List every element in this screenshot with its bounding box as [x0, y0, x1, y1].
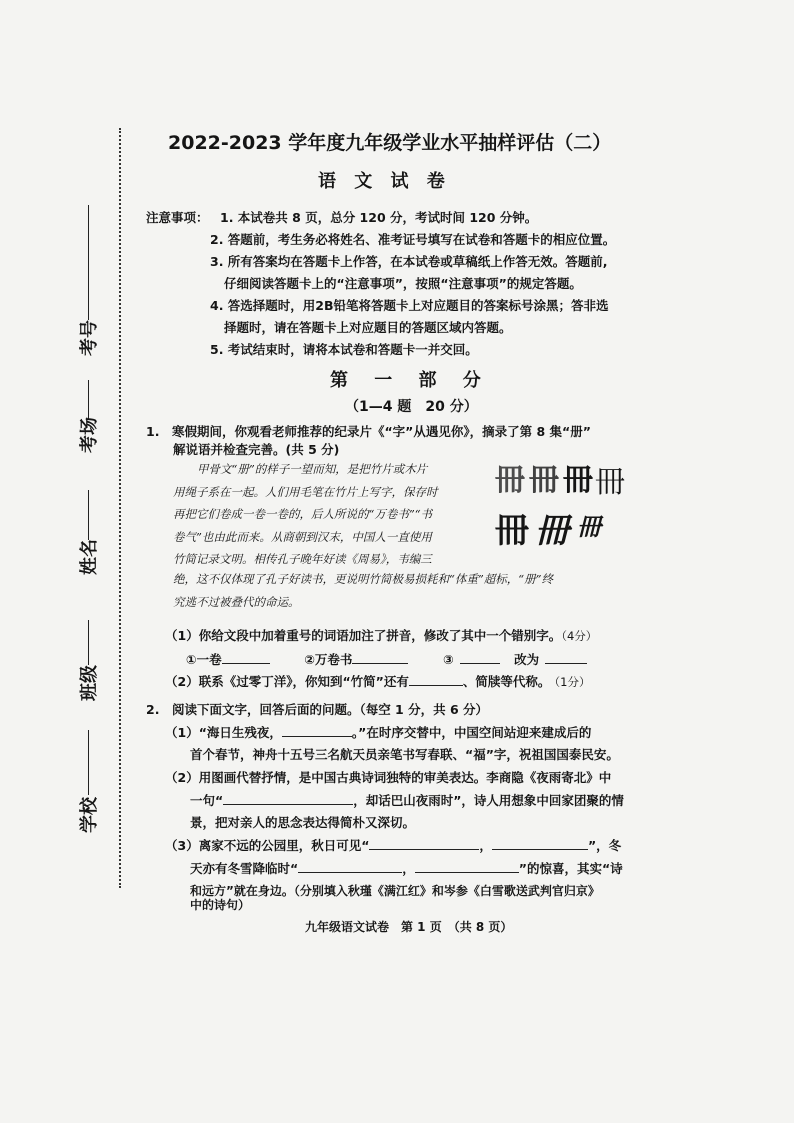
notes-item: 4. 答选择题时，用2B铅笔将答题卡上对应题目的答案标号涂黑；答非选 [210, 298, 609, 313]
passage-line: 用绳子系在一起。人们用毛笔在竹片上写字，保存时 [173, 484, 438, 499]
q1-passage [173, 458, 491, 571]
q1-sub2-score: （1分） [554, 675, 591, 689]
notes-heading: 注意事项： [146, 210, 209, 225]
q2-s3-f: ”的惊喜，其实“诗 [518, 861, 623, 876]
passage-line: 再把它们卷成一卷一卷的，后人所说的“万卷书”“书 [173, 507, 433, 521]
q2-stem: 2. 阅读下面文字，回答后面的问题。（每空 1 分，共 6 分） [146, 702, 488, 717]
q2-s2-line [190, 791, 624, 809]
q2-s3-line [190, 859, 623, 877]
q2-s2-b: 一句“ [190, 793, 224, 808]
q2-s3-c: ”，冬 [587, 838, 622, 853]
poem-blank-1[interactable] [282, 724, 352, 737]
field-name[interactable] [60, 490, 110, 610]
passage-line: 卷气”也由此而来。从商朝到汉末，中国人一直使用 [173, 529, 432, 544]
q1-sub2-text-b: 、简牍等代称。 [462, 674, 551, 689]
notes-item: 3. 所有答案均在答题卡上作答，在本试卷或草稿纸上作答无效。答题前, [210, 254, 608, 269]
q2-s3 [165, 836, 621, 854]
bamboo-alias-blank[interactable] [409, 673, 463, 686]
field-line [88, 490, 89, 540]
field-label: 姓名 [79, 539, 100, 575]
bronze-glyph: 冊 [529, 463, 559, 498]
q2-s1-b: 。”在时序交替中，中国空间站迎来建成后的 [351, 725, 592, 740]
exam-title: 2022-2023 学年度九年级学业水平抽样评估（二） [168, 132, 612, 154]
q2-s1-cont: 首个春节，神舟十五号三名航天员亲笔书写春联、“福”字，祝祖国国泰民安。 [190, 747, 619, 762]
q2-s3-b: ， [479, 838, 492, 853]
notes-item: 仔细阅读答题卡上的“注意事项”，按照“注意事项”的规定答题。 [224, 276, 582, 291]
q2-s3-source: 和远方”就在身边。（分别填入秋瑾《满江红》和岑参《白雪歌送武判官归京》 [190, 884, 600, 898]
blank3-correct-label: 改为 [514, 652, 540, 667]
wrong-char-blank[interactable] [460, 651, 500, 664]
poem-blank-6[interactable] [415, 860, 519, 873]
q1-sub2 [165, 672, 590, 690]
field-school[interactable] [60, 730, 110, 840]
passage-line: 究逃不过被叠代的命运。 [173, 595, 300, 609]
tear-line [119, 128, 121, 888]
q1-stem-cont: 解说语并检查完善。(共 5 分) [173, 442, 340, 457]
q1-sub1-text: （1）你给文段中加着重号的词语加注了拼音，修改了其中一个错别字。 [165, 628, 562, 643]
clerical-glyph: 冊 [595, 465, 625, 500]
field-exam-room[interactable] [60, 380, 110, 480]
correct-char-blank[interactable] [545, 651, 587, 664]
blank2-label: ②万卷书 [304, 652, 353, 667]
field-line [88, 620, 89, 665]
oracle-glyph: 冊 [495, 463, 525, 498]
q2-s1 [165, 723, 591, 741]
q2-s2: （2）用图画代替抒情，是中国古典诗词独特的审美表达。李商隐《夜雨寄北》中 [165, 770, 612, 785]
field-class[interactable] [60, 620, 110, 720]
q1-blanks [186, 650, 587, 668]
q1-stem: 1. 寒假期间，你观看老师推荐的纪录片《“字”从遇见你》，摘录了第 8 集“册” [146, 424, 591, 439]
passage-line: 竹简记录文明。相传孔子晚年好读《周易》，韦编三 [173, 552, 432, 566]
q1-sub1-score: （4分） [561, 629, 598, 643]
cursive-glyph: 冊 [577, 513, 601, 541]
notes-item: 5. 考试结束时，请将本试卷和答题卡一并交回。 [210, 342, 478, 357]
q1-sub2-text: （2）联系《过零丁洋》，你知到“竹简”还有 [165, 674, 409, 689]
field-label: 班级 [79, 665, 100, 701]
field-exam-number[interactable] [60, 205, 110, 375]
q2-s1-a: （1）“海日生残夜， [165, 725, 282, 740]
q1-sub1 [165, 626, 597, 644]
field-line [88, 205, 89, 320]
q2-s3-source-end: 中的诗句） [190, 898, 251, 912]
pinyin-blank-2[interactable] [352, 651, 408, 664]
notes-item: 择题时，请在答题卡上对应题目的答题区域内答题。 [224, 320, 512, 335]
running-glyph: 冊 [535, 511, 569, 551]
pinyin-blank-1[interactable] [222, 651, 270, 664]
q2-s2-c: ，却话巴山夜雨时”，诗人用想象中回家团聚的情 [353, 793, 624, 808]
notes-item: 2. 答题前，考生务必将姓名、准考证号填写在试卷和答题卡的相应位置。 [210, 232, 616, 247]
passage-line: 甲骨文“册”的样子一望而知，是把竹片或木片 [197, 462, 428, 476]
q2-s3-a: （3）离家不远的公园里，秋日可见“ [165, 838, 370, 853]
passage-line: 绝，这不仅体现了孔子好读书，更说明竹简极易损耗和“体重”超标，“册”终 [173, 572, 554, 586]
field-label: 学校 [79, 797, 100, 833]
q2-s2-cont: 景，把对亲人的思念表达得简朴又深切。 [190, 815, 416, 830]
poem-blank-3[interactable] [369, 837, 479, 850]
ce-character-evolution-image [495, 455, 625, 551]
field-label: 考号 [79, 320, 100, 356]
field-label: 考场 [79, 417, 100, 453]
field-line [88, 380, 89, 420]
q2-s3-e: ， [402, 861, 415, 876]
seal-glyph: 冊 [563, 463, 593, 498]
exam-subtitle: 语 文 试 卷 [318, 171, 451, 192]
poem-blank-5[interactable] [298, 860, 402, 873]
page-footer: 九年级语文试卷 第 1 页 （共 8 页） [305, 920, 513, 934]
blank1-label: ①一卷 [186, 652, 222, 667]
poem-blank-2[interactable] [223, 792, 353, 805]
part-title: 第 一 部 分 [330, 370, 491, 391]
field-line [88, 730, 89, 795]
notes-item: 1. 本试卷共 8 页，总分 120 分，考试时间 120 分钟。 [220, 210, 538, 225]
blank3-label: ③ [443, 652, 454, 667]
q2-s3-d: 天亦有冬雪降临时“ [190, 861, 299, 876]
part-range: （1—4 题 20 分） [345, 399, 478, 415]
binding-strip [0, 0, 130, 1123]
regular-glyph: 冊 [495, 511, 529, 551]
poem-blank-4[interactable] [492, 837, 588, 850]
